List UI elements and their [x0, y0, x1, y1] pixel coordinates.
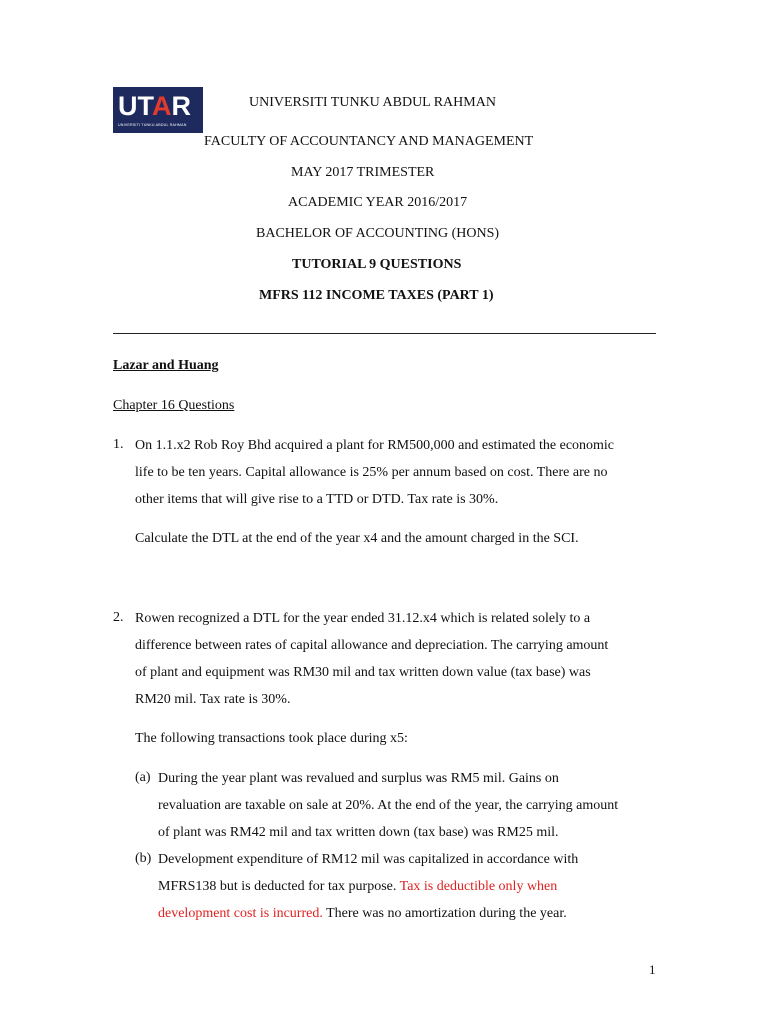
question-2-intro: The following transactions took place during x5: — [135, 731, 408, 746]
academic-year: ACADEMIC YEAR 2016/2017 — [288, 195, 468, 210]
item-a-label: (a) — [135, 770, 151, 785]
question-1-number: 1. — [113, 437, 124, 452]
utar-logo — [113, 87, 203, 133]
question-1-task: Calculate the DTL at the end of the year x4 and the amount charged in the SCI. — [135, 531, 579, 546]
q2-line-3: of plant and equipment was RM30 mil and tax written down value (tax base) was — [135, 665, 591, 680]
q2-line-1: Rowen recognized a DTL for the year ended 31.12.x4 which is related solely to a — [135, 611, 591, 626]
question-2-number: 2. — [113, 610, 124, 625]
item-b-label: (b) — [135, 851, 152, 866]
q2-line-2: difference between rates of capital allowance and depreciation. The carrying amount — [135, 638, 609, 653]
b-line-3 — [158, 900, 578, 927]
q2-line-4: RM20 mil. Tax rate is 30%. — [135, 692, 291, 707]
b-line-2 — [158, 873, 578, 900]
faculty-name: FACULTY OF ACCOUNTANCY AND MANAGEMENT — [204, 134, 534, 149]
programme: BACHELOR OF ACCOUNTING (HONS) — [256, 226, 500, 241]
page-number: 1 — [649, 962, 656, 977]
logo-subtitle: UNIVERSITI TUNKU ABDUL RAHMAN — [118, 123, 187, 127]
authors-heading: Lazar and Huang — [113, 358, 219, 373]
tutorial-title: TUTORIAL 9 QUESTIONS — [292, 257, 462, 272]
q1-line-1: On 1.1.x2 Rob Roy Bhd acquired a plant for RM500,000 and estimated the economic — [135, 438, 615, 453]
a-line-3: of plant was RM42 mil and tax written down (tax base) was RM25 mil. — [158, 825, 559, 840]
b-line-2-plain: MFRS138 but is deducted for tax purpose. — [158, 879, 400, 894]
chapter-heading: Chapter 16 Questions — [113, 398, 235, 413]
q1-line-2: life to be ten years. Capital allowance is 25% per annum based on cost. There are no — [135, 465, 608, 480]
topic-title: MFRS 112 INCOME TAXES (PART 1) — [259, 288, 494, 303]
trimester: MAY 2017 TRIMESTER — [291, 165, 435, 180]
b-line-1: Development expenditure of RM12 mil was capitalized in accordance with — [158, 852, 579, 867]
b-line-3-plain: There was no amortization during the year. — [322, 906, 567, 921]
b-line-3-highlight: development cost is incurred. — [158, 906, 323, 921]
a-line-2: revaluation are taxable on sale at 20%. At the end of the year, the carrying amount — [158, 798, 619, 813]
b-line-2-highlight: Tax is deductible only when — [399, 879, 558, 894]
item-a-text — [158, 765, 618, 846]
logo-wordmark: UTAR — [118, 91, 191, 121]
question-2-text — [135, 605, 608, 713]
a-line-1: During the year plant was revalued and surplus was RM5 mil. Gains on — [158, 771, 559, 786]
q1-line-3: other items that will give rise to a TTD or DTD. Tax rate is 30%. — [135, 492, 499, 507]
horizontal-divider — [113, 333, 656, 334]
university-name: UNIVERSITI TUNKU ABDUL RAHMAN — [249, 95, 496, 110]
question-1-text — [135, 432, 614, 513]
item-b-text — [158, 846, 578, 927]
